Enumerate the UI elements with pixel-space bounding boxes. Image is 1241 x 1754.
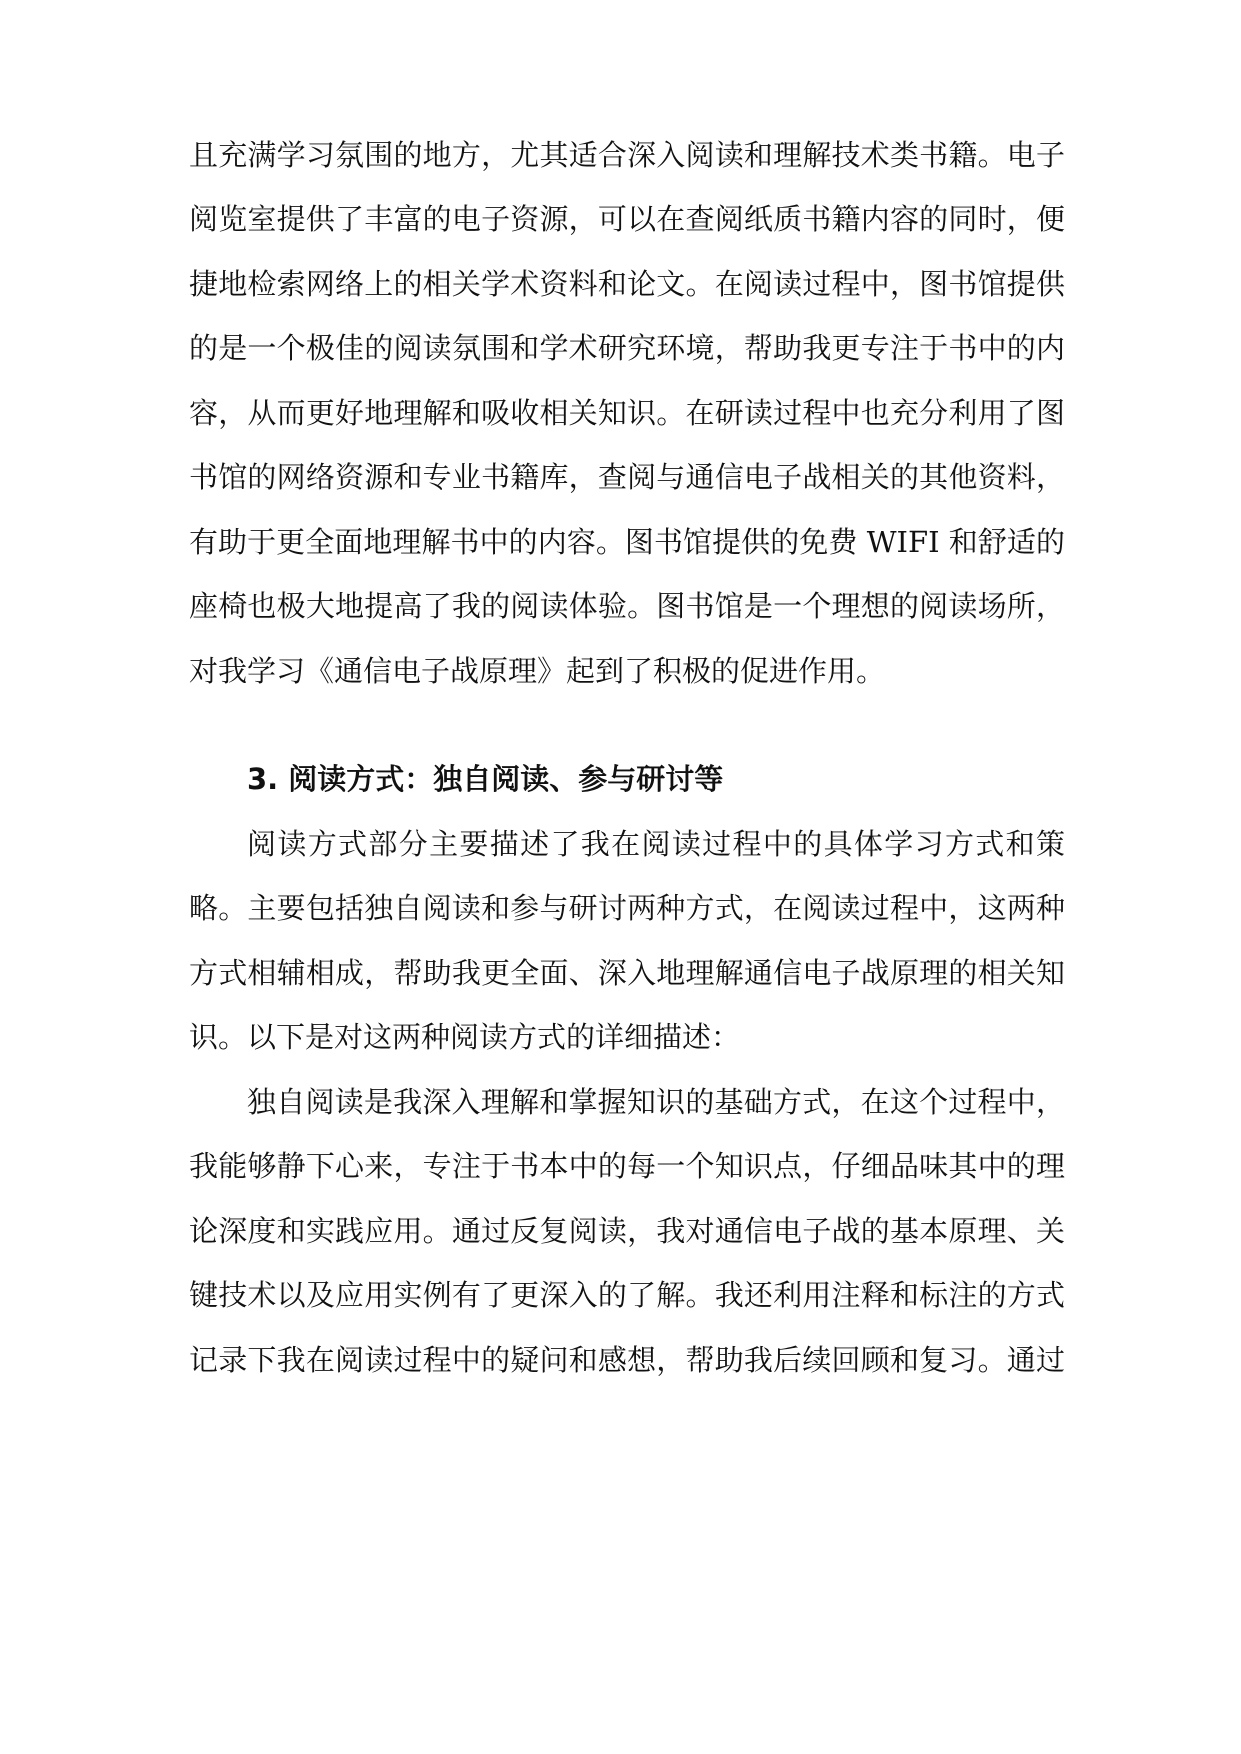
section-heading: 3. 阅读方式：独自阅读、参与研讨等: [247, 762, 724, 796]
paragraph-1-line-3: 捷地检索网络上的相关学术资料和论文。在阅读过程中，图书馆提供: [189, 267, 1065, 301]
paragraph-1-line-1: 且充满学习氛围的地方，尤其适合深入阅读和理解技术类书籍。电子: [189, 138, 1065, 172]
paragraph-3-line-4: 键技术以及应用实例有了更深入的了解。我还利用注释和标注的方式: [189, 1278, 1065, 1312]
paragraph-3-line-5: 记录下我在阅读过程中的疑问和感想，帮助我后续回顾和复习。通过: [189, 1343, 1065, 1377]
paragraph-3-line-3: 论深度和实践应用。通过反复阅读，我对通信电子战的基本原理、关: [189, 1214, 1065, 1248]
paragraph-1-line-5: 容，从而更好地理解和吸收相关知识。在研读过程中也充分利用了图: [189, 396, 1065, 430]
paragraph-1-line-6: 书馆的网络资源和专业书籍库，查阅与通信电子战相关的其他资料，: [189, 460, 1065, 494]
paragraph-2-line-3: 方式相辅相成，帮助我更全面、深入地理解通信电子战原理的相关知: [189, 956, 1065, 990]
paragraph-1-line-7: 有助于更全面地理解书中的内容。图书馆提供的免费 WIFI 和舒适的: [189, 525, 1065, 559]
paragraph-2-line-4: 识。以下是对这两种阅读方式的详细描述：: [189, 1020, 741, 1054]
paragraph-1-line-9: 对我学习《通信电子战原理》起到了积极的促进作用。: [189, 654, 886, 688]
paragraph-3-line-1: 独自阅读是我深入理解和掌握知识的基础方式，在这个过程中，: [247, 1085, 1065, 1119]
paragraph-1-line-8: 座椅也极大地提高了我的阅读体验。图书馆是一个理想的阅读场所，: [189, 589, 1065, 623]
paragraph-1-line-2: 阅览室提供了丰富的电子资源，可以在查阅纸质书籍内容的同时，便: [189, 202, 1065, 236]
paragraph-2-line-2: 略。主要包括独自阅读和参与研讨两种方式，在阅读过程中，这两种: [189, 891, 1065, 925]
paragraph-1-line-4: 的是一个极佳的阅读氛围和学术研究环境，帮助我更专注于书中的内: [189, 331, 1065, 365]
paragraph-2-line-1: 阅读方式部分主要描述了我在阅读过程中的具体学习方式和策: [247, 827, 1065, 861]
paragraph-3-line-2: 我能够静下心来，专注于书本中的每一个知识点，仔细品味其中的理: [189, 1149, 1065, 1183]
